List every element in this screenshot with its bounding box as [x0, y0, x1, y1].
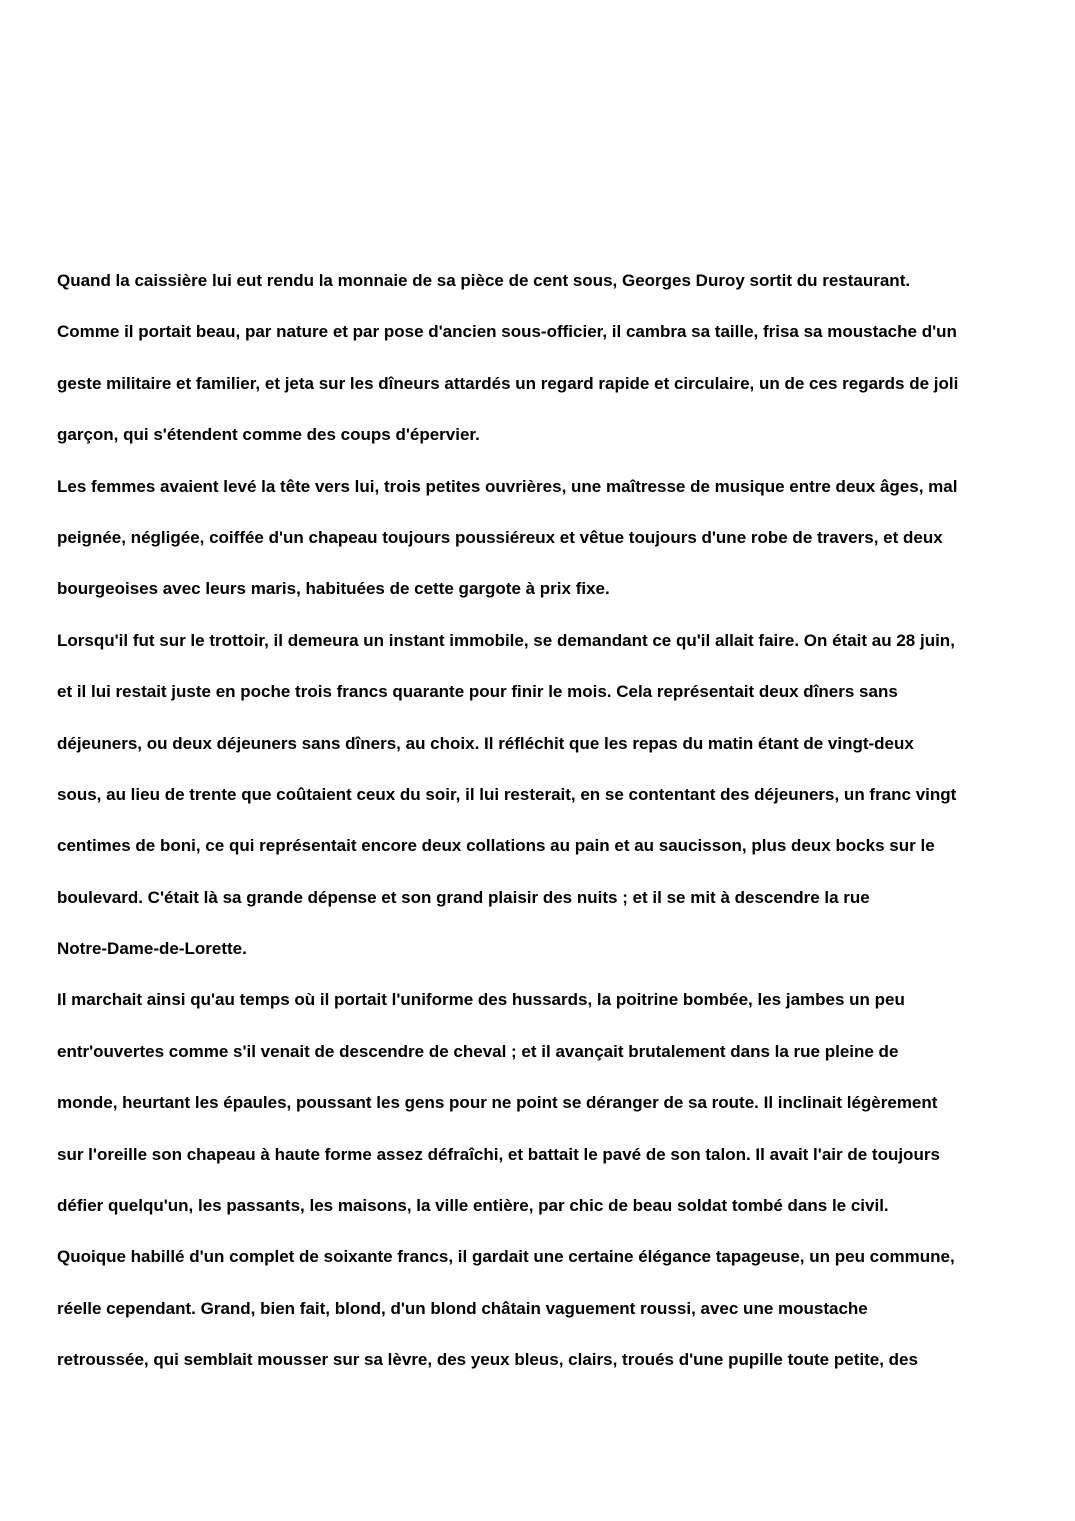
text-line: et il lui restait juste en poche trois francs quarante pour finir le mois. Cela représentait deux dîners sans [57, 682, 898, 702]
text-line: retroussée, qui semblait mousser sur sa lèvre, des yeux bleus, clairs, troués d'une pupille toute petite, des [57, 1350, 918, 1370]
text-line: déjeuners, ou deux déjeuners sans dîners, au choix. Il réfléchit que les repas du matin étant de vingt-deux [57, 733, 914, 753]
text-line: garçon, qui s'étendent comme des coups d'épervier. [57, 425, 480, 445]
body-text [57, 255, 1057, 1386]
text-line: Quoique habillé d'un complet de soixante francs, il gardait une certaine élégance tapageuse, un peu commune, [57, 1247, 955, 1267]
text-line: monde, heurtant les épaules, poussant les gens pour ne point se déranger de sa route. Il inclinait légèrement [57, 1093, 938, 1113]
text-line: geste militaire et familier, et jeta sur les dîneurs attardés un regard rapide et circulaire, un de ces regards de joli [57, 373, 959, 393]
text-line: bourgeoises avec leurs maris, habituées de cette gargote à prix fixe. [57, 579, 610, 599]
text-line: entr'ouvertes comme s'il venait de descendre de cheval ; et il avançait brutalement dans la rue pleine de [57, 1041, 899, 1061]
text-line: Lorsqu'il fut sur le trottoir, il demeura un instant immobile, se demandant ce qu'il allait faire. On était au 28 juin, [57, 630, 955, 650]
text-line: Il marchait ainsi qu'au temps où il portait l'uniforme des hussards, la poitrine bombée, les jambes un peu [57, 990, 905, 1010]
text-line: centimes de boni, ce qui représentait encore deux collations au pain et au saucisson, plus deux bocks sur le [57, 836, 935, 856]
text-line: sous, au lieu de trente que coûtaient ceux du soir, il lui resterait, en se contentant des déjeuners, un franc vingt [57, 784, 957, 804]
text-line: réelle cependant. Grand, bien fait, blond, d'un blond châtain vaguement roussi, avec une moustache [57, 1298, 868, 1318]
text-line: Quand la caissière lui eut rendu la monnaie de sa pièce de cent sous, Georges Duroy sortit du restaurant. [57, 271, 911, 290]
text-line: Les femmes avaient levé la tête vers lui, trois petites ouvrières, une maîtresse de musique entre deux âges, mal [57, 476, 958, 496]
text-line: Notre-Dame-de-Lorette. [57, 939, 247, 959]
text-line: défier quelqu'un, les passants, les maisons, la ville entière, par chic de beau soldat tombé dans le civil. [57, 1196, 889, 1216]
text-line: peignée, négligée, coiffée d'un chapeau toujours poussiéreux et vêtue toujours d'une robe de travers, et deux [57, 527, 943, 547]
text-line: boulevard. C'était là sa grande dépense et son grand plaisir des nuits ; et il se mit à descendre la rue [57, 887, 870, 907]
text-line: Comme il portait beau, par nature et par pose d'ancien sous-officier, il cambra sa taille, frisa sa moustache d'un [57, 322, 957, 342]
text-line: sur l'oreille son chapeau à haute forme assez défraîchi, et battait le pavé de son talon. Il avait l'air de toujours [57, 1144, 940, 1164]
